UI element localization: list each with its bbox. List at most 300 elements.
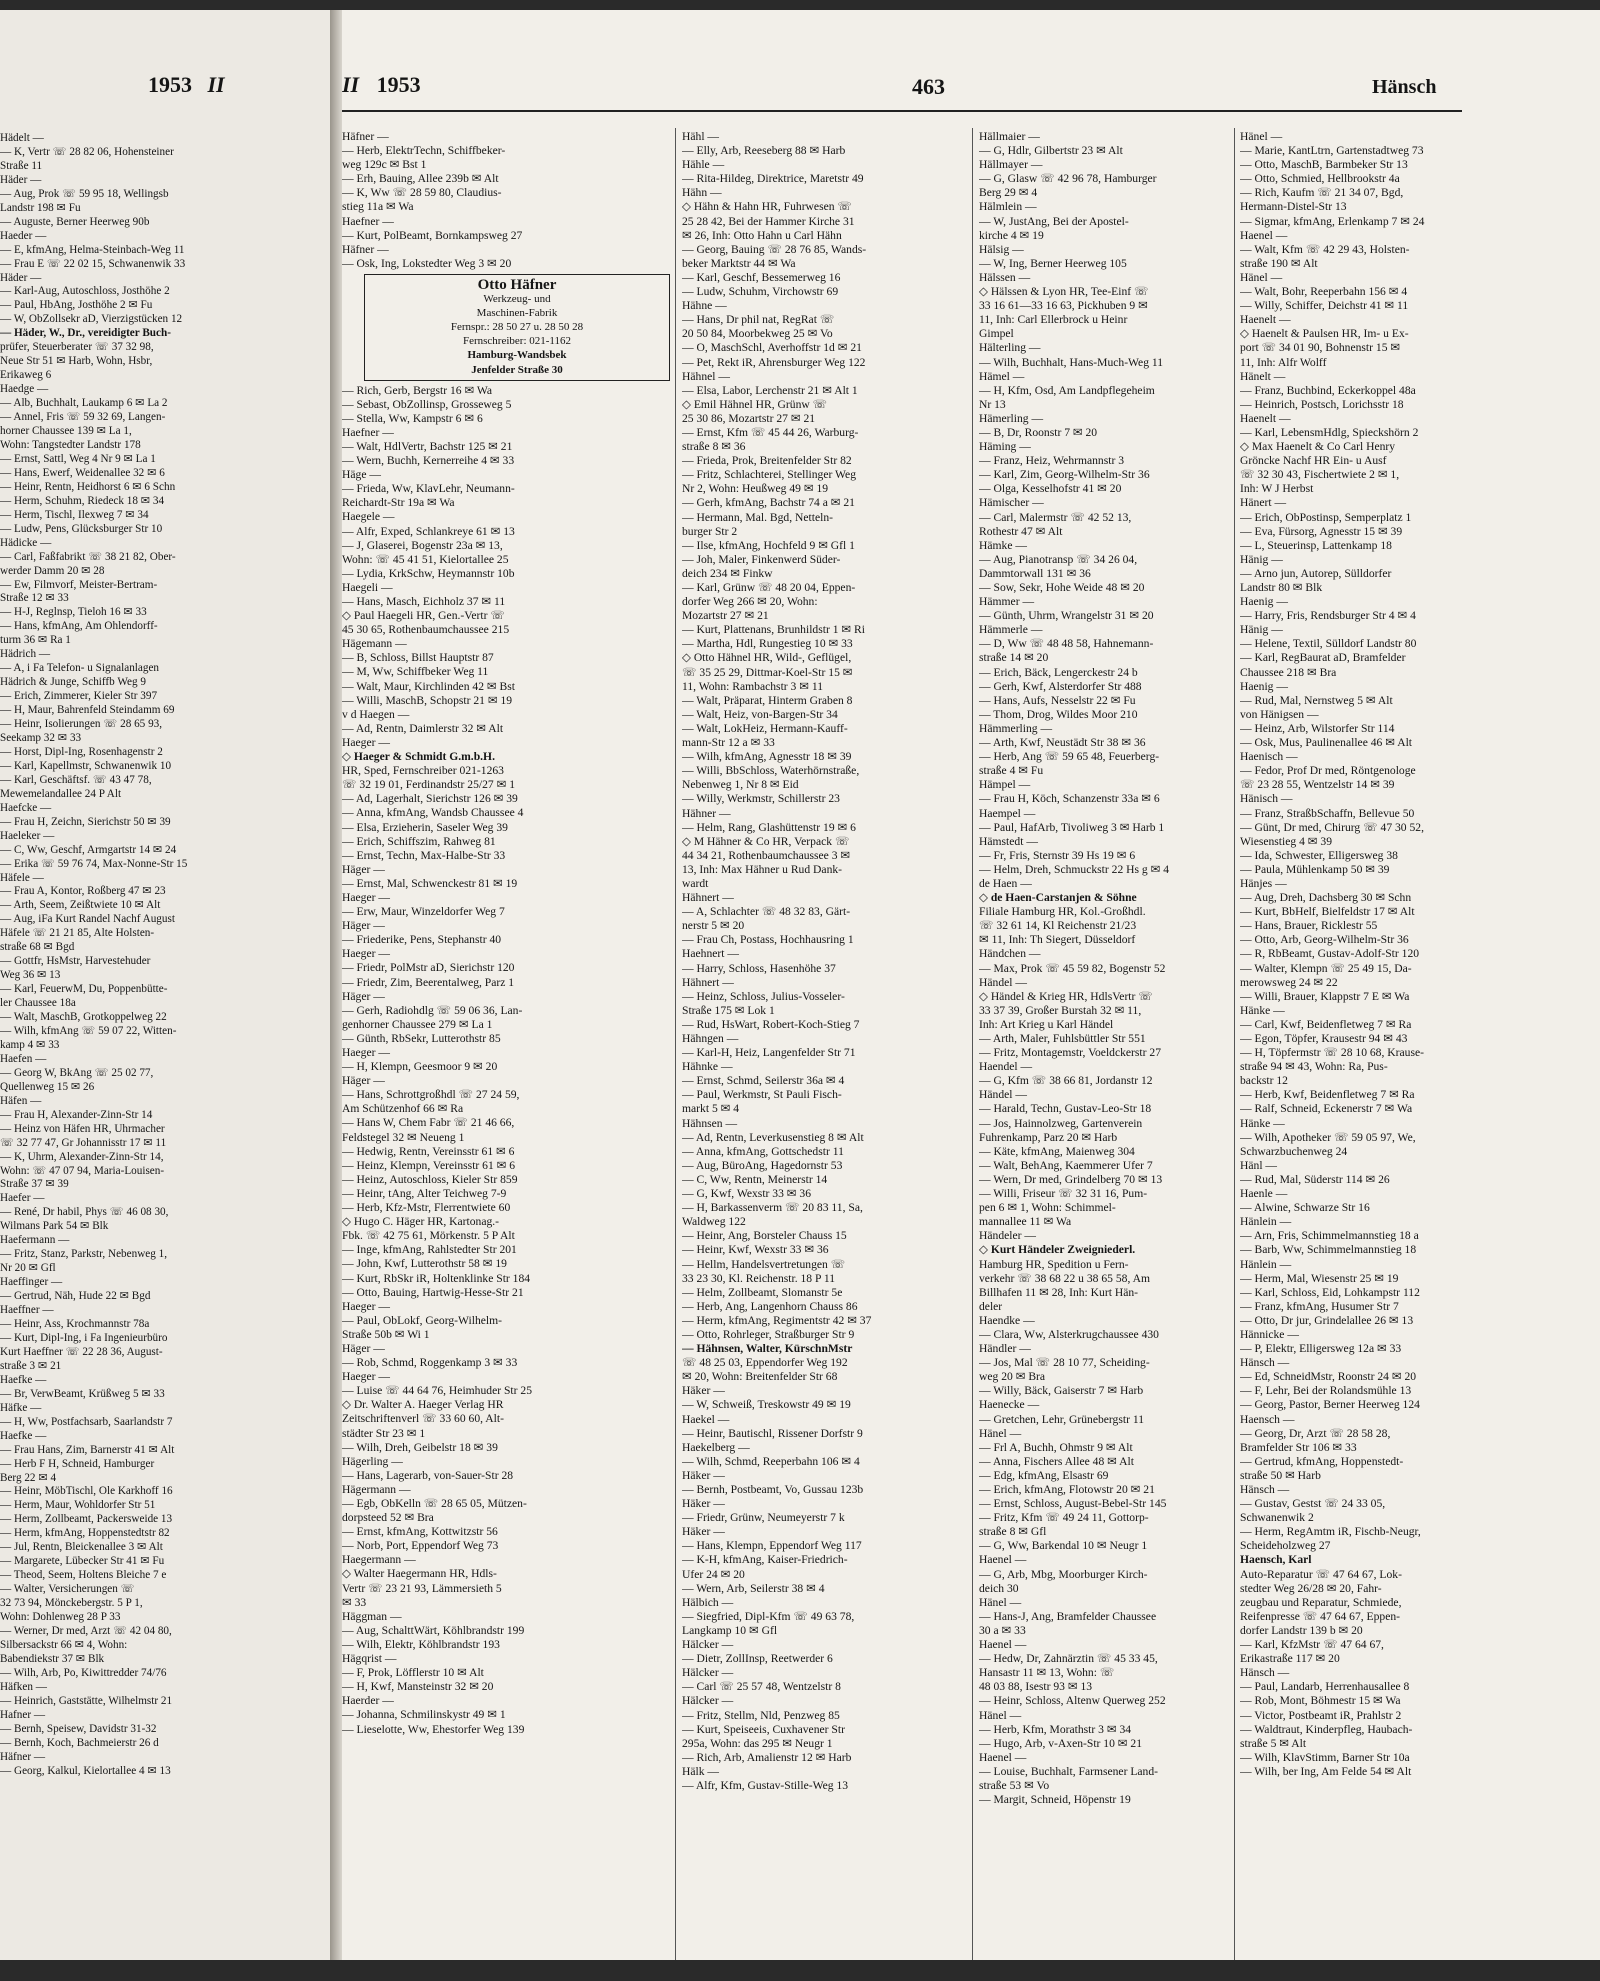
directory-entry: ◇ Haeger & Schmidt G.m.b.H.	[342, 750, 495, 764]
directory-entry: Haefke —	[0, 1429, 47, 1442]
directory-entry: ◇ Händel & Krieg HR, HdlsVertr ☏	[979, 989, 1153, 1003]
directory-entry: Häker —	[682, 1497, 725, 1511]
directory-entry: Hafner —	[0, 1708, 46, 1721]
directory-entry: — Helene, Textil, Sülldorf Landstr 80	[1240, 637, 1417, 651]
right-header-year: 1953	[376, 72, 421, 97]
directory-entry: Haenel —	[979, 1638, 1027, 1652]
directory-entry: Straße 50b ✉ Wi 1	[342, 1327, 430, 1341]
directory-entry: — Otto, Bauing, Hartwig-Hesse-Str 21	[342, 1285, 524, 1299]
directory-entry: — Helm, Zollbeamt, Slomanstr 5e	[682, 1285, 843, 1299]
directory-entry: — Ew, Filmvorf, Meister-Bertram-	[0, 578, 158, 591]
directory-entry: ☏ 48 25 03, Eppendorfer Weg 192	[682, 1356, 848, 1370]
directory-entry: — Wern, Buchh, Kernerreihe 4 ✉ 33	[342, 454, 515, 468]
directory-entry: — G, Hdlr, Gilbertstr 23 ✉ Alt	[979, 144, 1123, 158]
ad-phone: Fernspr.: 28 50 27 u. 28 50 28	[450, 321, 584, 334]
directory-entry: — Gerh, Radiohdlg ☏ 59 06 36, Lan-	[342, 1003, 523, 1017]
directory-entry: Haefen —	[0, 1052, 47, 1065]
directory-entry: — Walt, LokHeiz, Hermann-Kauff-	[682, 721, 848, 735]
directory-entry: — Herm, Schuhm, Riedeck 18 ✉ 34	[0, 494, 165, 507]
directory-entry: Rothestr 47 ✉ Alt	[979, 524, 1063, 538]
directory-entry: stieg 11a ✉ Wa	[342, 200, 414, 214]
directory-entry: Hänl —	[1240, 1158, 1278, 1172]
directory-entry: Händeler —	[979, 1229, 1036, 1243]
left-header-year: 1953	[148, 72, 192, 97]
directory-entry: — Heinrich, Gaststätte, Wilhelmstr 21	[0, 1694, 173, 1707]
directory-entry: Hägqrist —	[342, 1652, 397, 1666]
directory-entry: Hälssen —	[979, 270, 1031, 284]
directory-entry: — Ernst, Schloss, August-Bebel-Str 145	[979, 1497, 1167, 1511]
directory-entry: — Theod, Seem, Holtens Bleiche 7 e	[0, 1569, 167, 1582]
directory-entry: straße 5 ✉ Alt	[1240, 1736, 1307, 1750]
directory-entry: — Günth, Uhrm, Wrangelstr 31 ✉ 20	[979, 609, 1154, 623]
directory-entry: 13, Inh: Max Hähner u Rud Dank-	[682, 862, 843, 876]
directory-entry: — Frau E ☏ 22 02 15, Schwanenwik 33	[0, 257, 186, 270]
left-column	[0, 132, 325, 1778]
directory-entry: Häger —	[342, 1341, 385, 1355]
directory-entry: — Erich, ObPostinsp, Semperplatz 1	[1240, 510, 1412, 524]
directory-entry: Straße 11	[0, 159, 43, 172]
directory-entry: Mewemelandallee 24 P Alt	[0, 787, 122, 800]
directory-entry: — Wern, Dr med, Grindelberg 70 ✉ 13	[979, 1172, 1163, 1186]
directory-entry: Haeger —	[342, 947, 390, 961]
right-header-volume: II	[342, 72, 360, 97]
directory-entry: — Norb, Port, Eppendorf Weg 73	[342, 1539, 499, 1553]
directory-entry: — Arth, Kwf, Neustädt Str 38 ✉ 36	[979, 736, 1146, 750]
directory-entry: — Ernst, Techn, Max-Halbe-Str 33	[342, 848, 506, 862]
directory-entry: Haenel —	[979, 1750, 1027, 1764]
directory-entry: Hänel —	[979, 1595, 1022, 1609]
directory-entry: — Arno jun, Autorep, Sülldorfer	[1240, 566, 1392, 580]
directory-entry: Wohn: Dohlenweg 28 P 33	[0, 1611, 121, 1624]
directory-entry: Straße 175 ✉ Lok 1	[682, 1003, 775, 1017]
directory-entry: Inh: W J Herbst	[1240, 482, 1314, 496]
directory-entry: — G, Glasw ☏ 42 96 78, Hamburger	[979, 172, 1157, 186]
directory-entry: Reichardt-Str 19a ✉ Wa	[342, 496, 455, 510]
directory-entry: Hädrich —	[0, 648, 51, 661]
directory-entry: 30 a ✉ 33	[979, 1623, 1026, 1637]
directory-entry: Hähngen —	[682, 1032, 739, 1045]
directory-entry: — Werner, Dr med, Arzt ☏ 42 04 80,	[0, 1624, 172, 1637]
directory-entry: — Karl, FeuerwM, Du, Poppenbütte-	[0, 983, 168, 996]
directory-entry: — Fritz, Stellm, Nld, Penzweg 85	[682, 1708, 840, 1722]
directory-entry: pen 6 ✉ 1, Wohn: Schimmel-	[979, 1201, 1116, 1215]
directory-entry: Billhafen 11 ✉ 28, Inh: Kurt Hän-	[979, 1285, 1139, 1299]
directory-entry: Neue Str 51 ✉ Harb, Wohn, Hsbr,	[0, 355, 153, 368]
directory-entry: — Dietr, ZollInsp, Reetwerder 6	[682, 1652, 833, 1666]
directory-entry: — Rich, Kaufm ☏ 21 34 07, Bgd,	[1240, 186, 1404, 200]
directory-entry: — Wilh, kfmAng ☏ 59 07 22, Witten-	[0, 1025, 177, 1037]
directory-entry: — Heinr, Bautischl, Rissener Dorfstr 9	[682, 1426, 863, 1440]
directory-entry: — Walt, MaschB, Grotkoppelweg 22	[0, 1011, 167, 1024]
directory-entry: — Wilh, Schmd, Reeperbahn 106 ✉ 4	[682, 1454, 860, 1468]
directory-entry: — Herb, ElektrTechn, Schiffbeker-	[342, 144, 506, 158]
directory-entry: 20 50 84, Moorbekweg 25 ✉ Vo	[682, 327, 833, 341]
directory-entry: — Walt, Kfm ☏ 42 29 43, Holsten-	[1240, 242, 1410, 256]
directory-entry: — Ernst, kfmAng, Kottwitzstr 56	[342, 1525, 498, 1539]
directory-entry: — Walter, Klempn ☏ 25 49 15, Da-	[1240, 961, 1412, 975]
directory-entry: Häggman —	[342, 1609, 402, 1623]
directory-entry: — D, Ww ☏ 48 48 58, Hahnemann-	[979, 637, 1154, 651]
directory-entry: — H, Klempn, Geesmoor 9 ✉ 20	[342, 1060, 498, 1074]
directory-entry: Silbersackstr 66 ✉ 4, Wohn:	[0, 1638, 128, 1651]
directory-entry: Nebenweg 1, Nr 8 ✉ Eid	[682, 778, 799, 792]
directory-entry: Häfele —	[0, 871, 44, 884]
directory-entry: — Heinz, Schloss, Julius-Vosseler-	[682, 989, 845, 1003]
directory-entry: — Willi, Brauer, Klappstr 7 E ✉ Wa	[1240, 989, 1410, 1003]
directory-entry: Häker —	[682, 1525, 725, 1539]
directory-entry: — Erh, Bauing, Allee 239b ✉ Alt	[342, 172, 499, 186]
directory-entry: Wohn: ☏ 47 07 94, Maria-Louisen-	[0, 1164, 165, 1177]
directory-entry: turm 36 ✉ Ra 1	[0, 634, 71, 647]
directory-entry: Hälcker —	[682, 1694, 734, 1708]
directory-entry: Hähnel —	[682, 369, 730, 383]
directory-entry: Hälsig —	[979, 242, 1024, 256]
directory-entry: — Ludw, Pens, Glücksburger Str 10	[0, 522, 163, 535]
directory-entry: — Karl, Kapellmstr, Schwanenwik 10	[0, 759, 172, 772]
directory-entry: — A, i Fa Telefon- u Signalanlagen	[0, 662, 160, 675]
directory-entry: Hänelt —	[1240, 369, 1286, 383]
directory-entry: — Aug, BüroAng, Hagedornstr 53	[682, 1158, 843, 1172]
directory-entry: Bramfelder Str 106 ✉ 33	[1240, 1440, 1357, 1454]
directory-entry: straße 14 ✉ 20	[979, 651, 1049, 665]
directory-entry: — Käte, kfmAng, Maienweg 304	[979, 1144, 1135, 1158]
directory-entry: — P, Elektr, Elligersweg 12a ✉ 33	[1240, 1342, 1402, 1356]
directory-entry: — Frau Hans, Zim, Barnerstr 41 ✉ Alt	[0, 1443, 175, 1456]
directory-entry: — Wern, Arb, Seilerstr 38 ✉ 4	[682, 1581, 825, 1595]
directory-entry: Hänlein —	[1240, 1257, 1292, 1271]
directory-entry: Berg 29 ✉ 4	[979, 186, 1038, 200]
directory-entry: — G, Arb, Mbg, Moorburger Kirch-	[979, 1567, 1148, 1581]
column-2	[682, 130, 967, 1793]
directory-entry: — Carl ☏ 25 57 48, Wentzelstr 8	[682, 1680, 841, 1694]
directory-entry: Kurt Haeffner ☏ 22 28 36, August-	[0, 1345, 163, 1358]
directory-entry: 33 16 61—33 16 63, Pickhuben 9 ✉	[979, 299, 1148, 313]
directory-entry: Hännicke —	[1240, 1327, 1299, 1341]
directory-entry: Schwanenwik 2	[1240, 1511, 1314, 1525]
left-header	[148, 72, 225, 98]
directory-entry: — Kurt, Plattenans, Brunhildstr 1 ✉ Ri	[682, 623, 865, 637]
directory-entry: kirche 4 ✉ 19	[979, 228, 1044, 242]
directory-entry: — Hans, Ewerf, Weidenallee 32 ✉ 6	[0, 466, 165, 479]
directory-entry: ☏ 32 77 47, Gr Johannisstr 17 ✉ 11	[0, 1136, 167, 1149]
directory-entry: port ☏ 34 01 90, Bohnenstr 15 ✉	[1240, 341, 1401, 355]
directory-entry: — Hermann, Mal. Bgd, Netteln-	[682, 510, 834, 524]
directory-entry: ◇ Hälssen & Lyon HR, Tee-Einf ☏	[979, 285, 1149, 299]
directory-entry: Straße 37 ✉ 39	[0, 1178, 69, 1191]
directory-entry: Haeger —	[342, 1299, 390, 1313]
directory-entry: — Auguste, Berner Heerweg 90b	[0, 215, 150, 228]
directory-entry: — Franz, StraßbSchaffn, Bellevue 50	[1240, 806, 1415, 820]
page-number: 463	[912, 74, 945, 99]
directory-entry: — Erw, Maur, Winzeldorfer Weg 7	[342, 905, 505, 919]
directory-entry: — Fritz, Stanz, Parkstr, Nebenweg 1,	[0, 1248, 168, 1261]
directory-entry: Haeder —	[0, 229, 47, 242]
directory-entry: deich 30	[979, 1581, 1019, 1595]
directory-entry: — W, ObZollsekr aD, Vierzigstücken 12	[0, 313, 183, 326]
directory-entry: — Erich, Schiffszim, Rahweg 81	[342, 834, 496, 848]
directory-entry: — Helm, Dreh, Schmuckstr 22 Hs g ✉ 4	[979, 862, 1170, 876]
directory-entry: Hädelt —	[0, 132, 44, 144]
directory-entry: verkehr ☏ 38 68 22 u 38 65 58, Am	[979, 1271, 1150, 1285]
directory-entry: Haendke —	[979, 1313, 1035, 1327]
directory-entry: — Willi, MaschB, Schopstr 21 ✉ 19	[342, 693, 513, 707]
column-rule	[675, 128, 676, 1960]
directory-entry: Hänke —	[1240, 1116, 1285, 1130]
directory-entry: — Frieda, Ww, KlavLehr, Neumann-	[342, 482, 515, 496]
directory-entry: — Horst, Dipl-Ing, Rosenhagenstr 2	[0, 745, 163, 758]
directory-entry: — Frieda, Prok, Breitenfelder Str 82	[682, 454, 852, 468]
directory-entry: — Wilh, Apotheker ☏ 59 05 97, We,	[1240, 1130, 1416, 1144]
column-3	[979, 130, 1229, 1807]
directory-entry: Quellenweg 15 ✉ 26	[0, 1080, 95, 1093]
directory-entry: — Fr, Fris, Sternstr 39 Hs 19 ✉ 6	[979, 848, 1136, 862]
directory-entry: ☏ 32 30 43, Fischertwiete 2 ✉ 1,	[1240, 468, 1400, 482]
directory-entry: — Walter, Versicherungen ☏	[0, 1583, 135, 1596]
directory-entry: — Victor, Postbeamt iR, Prahlstr 2	[1240, 1708, 1402, 1722]
directory-entry: Hälmlein —	[979, 200, 1037, 214]
directory-entry: Haefke —	[0, 1373, 47, 1386]
directory-entry: — Gerh, kfmAng, Bachstr 74 a ✉ 21	[682, 496, 855, 510]
directory-entry: HR, Sped, Fernschreiber 021-1263	[342, 764, 504, 778]
directory-entry: — Elsa, Erzieherin, Saseler Weg 39	[342, 820, 508, 834]
directory-entry: — Inge, kfmAng, Rahlstedter Str 201	[342, 1243, 517, 1257]
directory-entry: werder Damm 20 ✉ 28	[0, 564, 105, 577]
directory-entry: — Hans, kfmAng, Am Ohlendorff-	[0, 620, 158, 633]
directory-entry: — Friedr, Zim, Beerentalweg, Parz 1	[342, 975, 515, 989]
directory-entry: Haeger —	[342, 1370, 390, 1384]
directory-entry: — B, Schloss, Billst Hauptstr 87	[342, 651, 494, 665]
directory-entry: — O, MaschSchl, Averhoffstr 1d ✉ 21	[682, 341, 862, 355]
running-keyword: Hänsch	[1372, 76, 1437, 98]
directory-entry: — Karl, RegBaurat aD, Bramfelder	[1240, 651, 1406, 665]
directory-entry: Haefner —	[342, 425, 394, 439]
directory-entry: Hämerling —	[979, 411, 1044, 425]
header-rule	[342, 110, 1462, 112]
directory-entry: — Frau H, Alexander-Zinn-Str 14	[0, 1108, 153, 1121]
directory-entry: ◇ Max Haenelt & Co Carl Henry	[1240, 440, 1396, 454]
directory-entry: — Carl, Kwf, Beidenfletweg 7 ✉ Ra	[1240, 1017, 1412, 1031]
directory-entry: — Ad, Rentn, Daimlerstr 32 ✉ Alt	[342, 721, 504, 735]
directory-entry: Hänert —	[1240, 496, 1287, 510]
directory-entry: Hälk —	[682, 1764, 720, 1778]
directory-entry: — Willi, Friseur ☏ 32 31 16, Pum-	[979, 1187, 1148, 1201]
directory-entry: — Margit, Schneid, Höpenstr 19	[979, 1793, 1131, 1807]
directory-entry: straße 53 ✉ Vo	[979, 1778, 1050, 1792]
directory-entry: — Erika ☏ 59 76 74, Max-Nonne-Str 15	[0, 857, 188, 870]
directory-entry: — Günt, Dr med, Chirurg ☏ 47 30 52,	[1240, 820, 1424, 834]
directory-entry: Häger —	[342, 989, 385, 1003]
directory-entry: ◇ M Hähner & Co HR, Verpack ☏	[682, 834, 850, 848]
directory-entry: — Heinr, Kwf, Wexstr 33 ✉ 36	[682, 1243, 829, 1257]
directory-entry: — Wilh, KlavStimm, Barner Str 10a	[1240, 1750, 1410, 1764]
directory-entry: prüfer, Steuerberater ☏ 37 32 98,	[0, 341, 154, 354]
directory-entry: — Heinrich, Postsch, Lorichsstr 18	[1240, 397, 1404, 411]
directory-entry: Hamburg HR, Spedition u Fern-	[979, 1257, 1129, 1271]
directory-entry: Chaussee 218 ✉ Bra	[1240, 665, 1337, 679]
directory-entry: — Heinz, Arb, Wilstorfer Str 114	[1240, 721, 1395, 735]
directory-entry: — Arn, Fris, Schimmelmannstieg 18 a	[1240, 1229, 1419, 1243]
directory-entry: — Hans, Dr phil nat, RegRat ☏	[682, 313, 835, 327]
directory-entry: — Karl, Grünw ☏ 48 20 04, Eppen-	[682, 581, 856, 594]
directory-entry: Hägerling —	[342, 1454, 403, 1468]
directory-entry: — Willi, BbSchloss, Waterhörnstraße,	[682, 764, 860, 778]
directory-entry: — Wilh, Buchhalt, Hans-Much-Weg 11	[979, 355, 1164, 369]
directory-entry: Mozartstr 27 ✉ 21	[682, 609, 769, 623]
directory-entry: — Alb, Buchhalt, Laukamp 6 ✉ La 2	[0, 397, 168, 410]
directory-entry: — Harry, Fris, Rendsburger Str 4 ✉ 4	[1240, 609, 1416, 623]
directory-entry: — Ernst, Schmd, Seilerstr 36a ✉ 4	[682, 1074, 845, 1088]
directory-entry: Waldweg 122	[682, 1215, 746, 1229]
directory-entry: — Georg W, BkAng ☏ 25 02 77,	[0, 1066, 154, 1079]
directory-entry: Haefner —	[342, 214, 394, 228]
directory-entry: — Kurt, Speiseeis, Cuxhavener Str	[682, 1722, 845, 1736]
directory-entry: straße 190 ✉ Alt	[1240, 256, 1318, 270]
directory-entry: — Herb, Ang ☏ 59 65 48, Feuerberg-	[979, 750, 1160, 764]
directory-entry: — F, Lehr, Bei der Rolandsmühle 13	[1240, 1384, 1412, 1398]
directory-entry: — K, Uhrm, Alexander-Zinn-Str 14,	[0, 1150, 164, 1163]
directory-entry: — H, Ww, Postfachsarb, Saarlandstr 7	[0, 1415, 173, 1428]
directory-entry: Haeleker —	[0, 829, 55, 842]
directory-entry: Nr 2, Wohn: Heußweg 49 ✉ 19	[682, 482, 829, 496]
directory-entry: — Bernh, Speisew, Davidstr 31-32	[0, 1722, 157, 1735]
directory-entry: ler Chaussee 18a	[0, 997, 76, 1010]
directory-entry: Hänjes —	[1240, 876, 1287, 890]
directory-entry: Haenecke —	[979, 1398, 1040, 1412]
directory-entry: 45 30 65, Rothenbaumchaussee 215	[342, 623, 510, 637]
directory-entry: Hähne —	[682, 299, 727, 313]
directory-entry: — Paul, HbAng, Josthöhe 2 ✉ Fu	[0, 299, 153, 312]
directory-entry: — Ralf, Schneid, Eckenerstr 7 ✉ Wa	[1240, 1102, 1413, 1116]
directory-entry: — Heinr, Isolierungen ☏ 28 65 93,	[0, 718, 163, 731]
directory-entry: — K-H, kfmAng, Kaiser-Friedrich-	[682, 1553, 848, 1567]
directory-entry: Häge —	[342, 468, 381, 482]
ad-city: Hamburg-Wandsbek	[467, 349, 567, 362]
directory-entry: Haeffner —	[0, 1304, 54, 1317]
directory-entry: Gröncke Nachf HR Ein- u Ausf	[1240, 454, 1387, 468]
directory-entry: — Hähnsen, Walter, KürschnMstr	[682, 1342, 853, 1356]
directory-entry: — Heinr, tAng, Alter Teichweg 7-9	[342, 1186, 507, 1200]
directory-entry: — Elsa, Labor, Lerchenstr 21 ✉ Alt 1	[682, 383, 858, 397]
directory-entry: — Hans, Brauer, Ricklestr 55	[1240, 919, 1378, 933]
directory-entry: de Haen —	[979, 876, 1032, 890]
directory-entry: Haegele —	[342, 510, 395, 524]
directory-entry: — Karl, Schloss, Eid, Lohkampstr 112	[1240, 1285, 1420, 1299]
directory-entry: ◇ Walter Haegermann HR, Hdls-	[342, 1567, 497, 1581]
directory-entry: 11, Inh: Carl Ellerbrock u Heinr	[979, 313, 1128, 327]
directory-entry: — Hans, Schrottgroßhdl ☏ 27 24 59,	[342, 1088, 520, 1102]
directory-entry: — Hans-J, Ang, Bramfelder Chaussee	[979, 1609, 1157, 1623]
directory-entry: Landstr 198 ✉ Fu	[0, 201, 81, 214]
directory-entry: — Carl, Malermstr ☏ 42 52 13,	[979, 510, 1132, 524]
directory-entry: Haeffinger —	[0, 1276, 63, 1289]
directory-entry: Hälterling —	[979, 341, 1041, 355]
directory-entry: — Karl, Geschf, Bessemerweg 16	[682, 270, 841, 284]
directory-entry: ◇ Haenelt & Paulsen HR, Im- u Ex-	[1240, 327, 1409, 341]
right-header-left	[342, 72, 421, 98]
directory-entry: — Herb, Ang, Langenhorn Chauss 86	[682, 1299, 858, 1313]
directory-entry: Haekelberg —	[682, 1440, 750, 1454]
directory-entry: 295a, Wohn: das 295 ✉ Neugr 1	[682, 1736, 833, 1750]
directory-entry: — Clara, Ww, Alsterkrugchaussee 430	[979, 1327, 1159, 1341]
directory-entry: 33 37 39, Großer Burstah 32 ✉ 11,	[979, 1003, 1142, 1017]
directory-entry: — Walt, Maur, Kirchlinden 42 ✉ Bst	[342, 679, 515, 693]
directory-entry: nerstr 5 ✉ 20	[682, 919, 745, 933]
directory-entry: — Georg, Dr, Arzt ☏ 28 58 28,	[1240, 1426, 1391, 1440]
directory-entry: Händel —	[979, 1088, 1027, 1102]
directory-entry: — Georg, Kalkul, Kielortallee 4 ✉ 13	[0, 1764, 171, 1777]
directory-entry: deler	[979, 1299, 1003, 1313]
directory-entry: — Willy, Schiffer, Deichstr 41 ✉ 11	[1240, 299, 1409, 313]
directory-entry: — Wilh, Dreh, Geibelstr 18 ✉ 39	[342, 1440, 498, 1454]
directory-entry: ✉ 11, Inh: Th Siegert, Düsseldorf	[979, 933, 1136, 947]
directory-entry: — H, Kwf, Mansteinstr 32 ✉ 20	[342, 1680, 494, 1694]
directory-entry: Haehnert —	[682, 947, 739, 961]
directory-entry: — Bernh, Koch, Bachmeierstr 26 d	[0, 1736, 159, 1749]
directory-entry: — Alfr, Exped, Schlankreye 61 ✉ 13	[342, 524, 515, 538]
directory-entry: — B, Dr, Roonstr 7 ✉ 20	[979, 425, 1098, 439]
directory-entry: — Erich, kfmAng, Flotowstr 20 ✉ 21	[979, 1483, 1155, 1496]
directory-entry: — A, Schlachter ☏ 48 32 83, Gärt-	[682, 905, 851, 919]
directory-entry: Haegeli —	[342, 580, 393, 594]
directory-entry: Häfner —	[342, 242, 389, 256]
directory-entry: Häger —	[342, 862, 385, 876]
directory-entry: — Fritz, Montagemstr, Voeldckerstr 27	[979, 1046, 1162, 1060]
directory-entry: Hämmer —	[979, 595, 1035, 609]
directory-entry: — H-J, Reglnsp, Tieloh 16 ✉ 33	[0, 606, 147, 619]
directory-entry: Haensch, Karl	[1240, 1553, 1312, 1567]
directory-entry: Hämmerle —	[979, 623, 1043, 637]
directory-entry: Auto-Reparatur ☏ 47 64 67, Lok-	[1240, 1567, 1402, 1581]
directory-entry: — Kurt, Dipl-Ing, i Fa Ingenieurbüro	[0, 1331, 168, 1344]
directory-entry: ✉ 20, Wohn: Breitenfelder Str 68	[682, 1370, 838, 1384]
directory-entry: ◇ Otto Hähnel HR, Wild-, Geflügel,	[682, 651, 852, 665]
directory-entry: Häger —	[342, 1074, 385, 1088]
directory-entry: — Stella, Ww, Kampstr 6 ✉ 6	[342, 411, 483, 425]
directory-entry: — Hans, Lagerarb, von-Sauer-Str 28	[342, 1468, 514, 1482]
directory-entry: Haeger —	[342, 890, 390, 904]
directory-entry: Hällmaier —	[979, 130, 1040, 143]
directory-entry: — Paula, Mühlenkamp 50 ✉ 39	[1240, 862, 1390, 876]
directory-entry: — G, Ww, Barkendal 10 ✉ Neugr 1	[979, 1539, 1148, 1553]
directory-entry: — Annel, Fris ☏ 59 32 69, Langen-	[0, 411, 166, 424]
directory-entry: — Heinz, Autoschloss, Kieler Str 859	[342, 1172, 518, 1186]
directory-entry: — Herb, Kfz-Mstr, Flerrentwiete 60	[342, 1201, 511, 1215]
directory-entry: — Rud, Mal, Nernstweg 5 ✉ Alt	[1240, 693, 1393, 707]
directory-entry: — Wilh, Arb, Po, Kiwittredder 74/76	[0, 1666, 167, 1679]
directory-entry: Hähn —	[682, 186, 722, 200]
directory-entry: zeugbau und Reparatur, Schmiede,	[1240, 1595, 1402, 1609]
directory-entry: — Otto, Rohrleger, Straßburger Str 9	[682, 1327, 855, 1341]
directory-entry: — Gustav, Gestst ☏ 24 33 05,	[1240, 1497, 1386, 1511]
directory-entry: — Pet, Rekt iR, Ahrensburger Weg 122	[682, 355, 866, 369]
directory-entry: beker Marktstr 44 ✉ Wa	[682, 256, 796, 270]
directory-entry: Wiesenstieg 4 ✉ 39	[1240, 834, 1332, 848]
directory-entry: — W, Schweiß, Treskowstr 49 ✉ 19	[682, 1398, 851, 1412]
directory-entry: horner Chaussee 139 ✉ La 1,	[0, 425, 132, 438]
directory-entry: — Gerh, Kwf, Alsterdorfer Str 488	[979, 679, 1142, 693]
directory-entry: — Ilse, kfmAng, Hochfeld 9 ✉ Gfl 1	[682, 538, 855, 552]
directory-entry: — Ernst, Sattl, Weg 4 Nr 9 ✉ La 1	[0, 452, 156, 465]
directory-entry: — Franz, Heiz, Wehrmannstr 3	[979, 454, 1125, 468]
directory-entry: — Sebast, ObZollinsp, Grosseweg 5	[342, 397, 512, 411]
directory-entry: weg 129c ✉ Bst 1	[342, 158, 427, 172]
directory-entry: — Karl, Zim, Georg-Wilhelm-Str 36	[979, 468, 1150, 482]
directory-entry: Haenelt —	[1240, 313, 1291, 327]
directory-entry: — Helm, Rang, Glashüttenstr 19 ✉ 6	[682, 820, 856, 834]
directory-entry: Hähner —	[682, 806, 731, 820]
directory-entry: Nr 20 ✉ Gfl	[0, 1262, 56, 1275]
directory-entry: — Walt, HdlVertr, Bachstr 125 ✉ 21	[342, 439, 513, 453]
